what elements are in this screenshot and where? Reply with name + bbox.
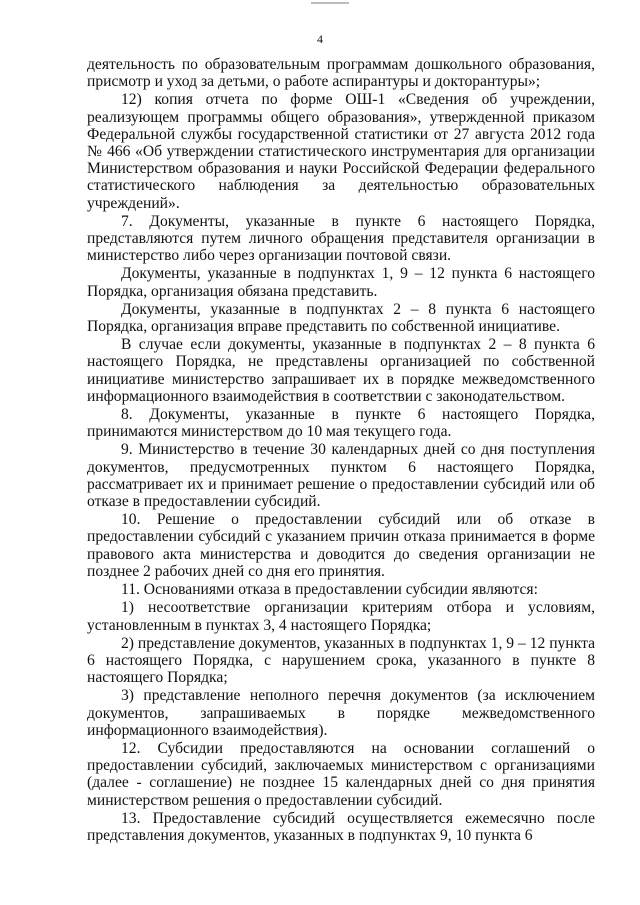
paragraph-item-8: 8. Документы, указанные в пункте 6 настоящего Порядка, принимаются министерством до 10 мая текущего года. xyxy=(87,406,595,441)
paragraph-subitem-12: 12) копия отчета по форме ОШ-1 «Сведения об учреждении, реализующем программы общего образования», утвержденной приказом Федеральной службы государственной статистики от 27 августа 2012 года № 466 «Об утверждении статистического инструментария для организации Министерством образования и науки Российской Федерации федерального статистического наблюдения за деятельностью образовательных учреждений». xyxy=(87,91,595,212)
paragraph-item-11: 11. Основаниями отказа в предоставлении субсидии являются: xyxy=(121,581,538,599)
paragraph-item-11-sub-1: 1) несоответствие организации критериям отбора и условиям, установленным в пунктах 3, 4 настоящего Порядка; xyxy=(87,599,595,634)
paragraph-item-7-required-docs: Документы, указанные в подпунктах 1, 9 – 12 пункта 6 настоящего Порядка, организация обязана представить. xyxy=(87,265,595,300)
paragraph-item-9: 9. Министерство в течение 30 календарных дней со дня поступления документов, предусмотренных пунктом 6 настоящего Порядка, рассматривает их и принимает решение о предоставлении субсидий или об отказе в предоставлении субсидий. xyxy=(87,441,595,511)
paragraph-item-12: 12. Субсидии предоставляются на основании соглашений о предоставлении субсидий, заключаемых министерством с организациями (далее - соглашение) не позднее 15 календарных дней со дня принятия министерством решения о предоставлении субсидий. xyxy=(87,739,595,809)
page-number: 4 xyxy=(317,32,323,46)
paragraph-item-11-sub-3: 3) представление неполного перечня документов (за исключением документов, запрашиваемых в порядке межведомственного информационного взаимодействия). xyxy=(87,687,595,739)
document-body xyxy=(87,56,595,844)
paragraph-item-7: 7. Документы, указанные в пункте 6 настоящего Порядка, представляются путем личного обращения представителя организации в министерство либо через организации почтовой связи. xyxy=(87,212,595,265)
paragraph-item-7-interagency: В случае если документы, указанные в подпунктах 2 – 8 пункта 6 настоящего Порядка, не представлены организацией по собственной инициативе министерство запрашивает их в порядке межведомственного информационного взаимодействия в соответствии с законодательством. xyxy=(87,336,595,405)
paragraph-item-11-sub-2: 2) представление документов, указанных в подпунктах 1, 9 – 12 пункта 6 настоящего Порядка, с нарушением срока, указанного в пункте 8 настоящего Порядка; xyxy=(87,634,595,687)
paragraph-item-7-optional-docs: Документы, указанные в подпунктах 2 – 8 пункта 6 настоящего Порядка, организация вправе представить по собственной инициативе. xyxy=(87,300,595,336)
paragraph-item-10: 10. Решение о предоставлении субсидий или об отказе в предоставлении субсидий с указанием причин отказа принимается в форме правового акта министерства и доводится до сведения организации не позднее 2 рабочих дней со дня его принятия. xyxy=(87,511,595,580)
paragraph-item-13: 13. Предоставление субсидий осуществляется ежемесячно после представления документов, указанных в подпунктах 9, 10 пункта 6 xyxy=(87,809,595,844)
paragraph-continuation: деятельность по образовательным программам дошкольного образования, присмотр и уход за детьми, о работе аспирантуры и докторантуры»; xyxy=(87,56,595,91)
scan-artifact-line xyxy=(311,2,349,6)
